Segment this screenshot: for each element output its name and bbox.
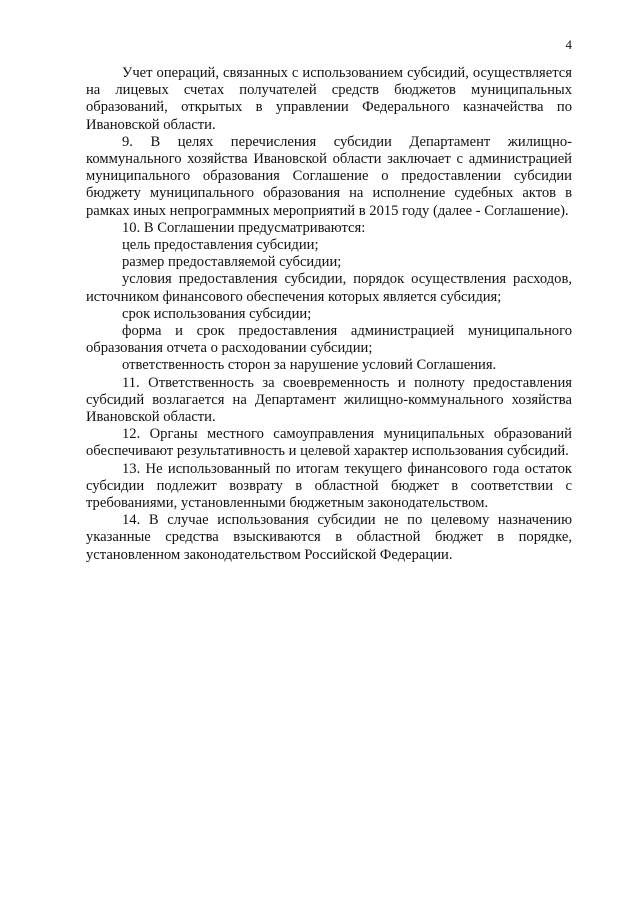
paragraph-treasury-accounts: Учет операций, связанных с использованием субсидий, осуществляется на лицевых счетах получателей средств бюджетов муниципальных образований, открытых в управлении Федерального казначейства по Ивановской области. [86,65,572,133]
list-item-amount: размер предоставляемой субсидии; [122,254,342,271]
paragraph-12-local-authorities: 12. Органы местного самоуправления муниципальных образований обеспечивают результативность и целевой характер использования субсидий. [86,426,572,460]
list-item-report-form: форма и срок предоставления администрацией муниципального образования отчета о расходовании субсидии; [86,323,572,357]
paragraph-14-misuse-recovery: 14. В случае использования субсидии не по целевому назначению указанные средства взыскиваются в областной бюджет в порядке, установленном законодательством Российской Федерации. [86,512,572,563]
page-number: 4 [565,37,572,52]
paragraph-13-unused-balance: 13. Не использованный по итогам текущего финансового года остаток субсидии подлежит возврату в областной бюджет в соответствии с требованиями, установленными бюджетным законодательством. [86,460,572,512]
document-body [86,65,572,564]
list-item-responsibility: ответственность сторон за нарушение условий Соглашения. [122,357,497,374]
paragraph-9-agreement: 9. В целях перечисления субсидии Департамент жилищно-коммунального хозяйства Ивановской области заключает с администрацией муниципального образования Соглашение о предоставлении субсидии бюджету муниципального образования на исполнение судебных актов в рамках иных непрограммных мероприятий в 2015 году (далее - Соглашение). [86,133,572,219]
list-item-conditions: условия предоставления субсидии, порядок осуществления расходов, источником финансового обеспечения которых является субсидия; [86,271,572,305]
list-item-purpose: цель предоставления субсидии; [122,237,319,254]
paragraph-10-agreement-contents: 10. В Соглашении предусматриваются: [122,219,366,236]
paragraph-11-responsibility: 11. Ответственность за своевременность и полноту предоставления субсидий возлагается на Департамент жилищно-коммунального хозяйства Ивановской области. [86,374,572,426]
list-item-term: срок использования субсидии; [122,305,312,322]
